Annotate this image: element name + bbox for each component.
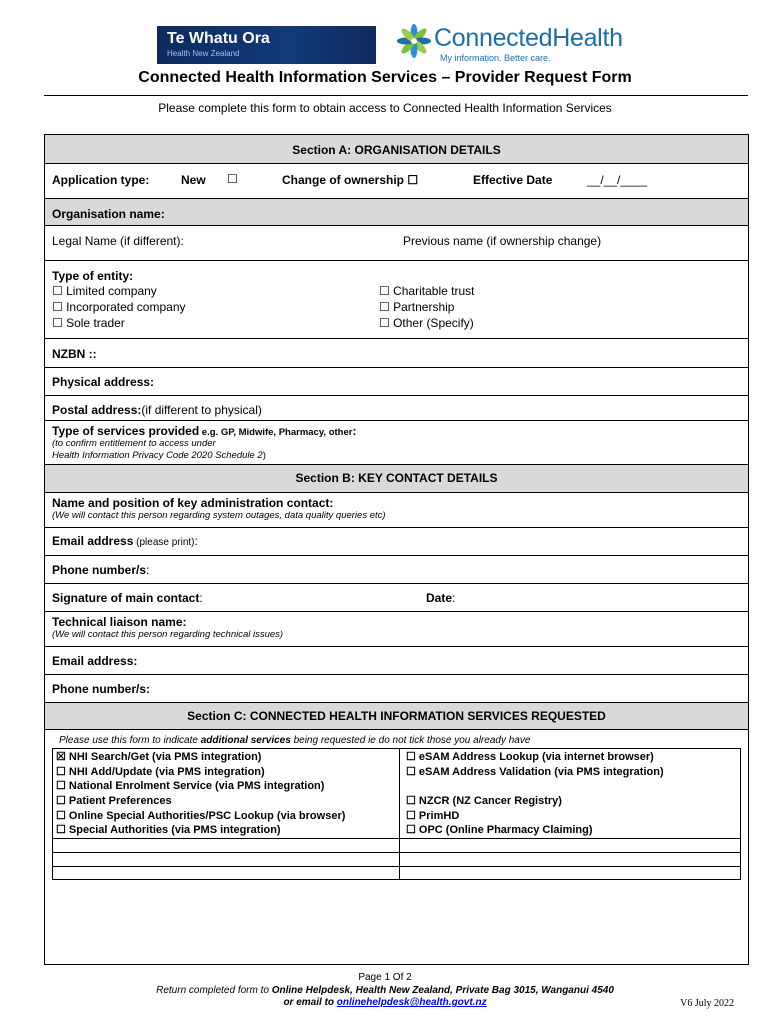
services-type-label: Type of services provided e.g. GP, Midwife, Pharmacy, other: xyxy=(52,424,357,438)
application-type-label: Application type: xyxy=(52,173,150,187)
service-opc[interactable]: ☐ OPC (Online Pharmacy Claiming) xyxy=(406,824,593,836)
new-checkbox[interactable]: ☐ xyxy=(227,172,238,186)
section-a-title: Section A: ORGANISATION DETAILS xyxy=(292,143,501,157)
tech-email-row[interactable] xyxy=(45,646,748,675)
service-esam-lookup[interactable]: ☐ eSAM Address Lookup (via internet browser) xyxy=(406,751,654,763)
key-contact-note: (We will contact this person regarding system outages, data quality queries etc) xyxy=(52,510,386,521)
key-contact-label: Name and position of key administration contact: xyxy=(52,496,334,510)
physical-address-label: Physical address: xyxy=(52,375,155,389)
services-note-line1: (to confirm entitlement to access under xyxy=(52,438,216,449)
postal-address-row[interactable] xyxy=(45,395,748,421)
effective-date-label: Effective Date xyxy=(473,173,553,187)
service-primhd[interactable]: ☐ PrimHD xyxy=(406,810,460,822)
section-c-header xyxy=(45,702,748,730)
version-label: V6 July 2022 xyxy=(680,998,734,1009)
footer-email-line: or email to onlinehelpdesk@health.govt.nz xyxy=(283,997,487,1008)
date-label: Date: xyxy=(426,591,456,605)
organisation-name-label: Organisation name: xyxy=(52,207,165,221)
entity-charitable-trust[interactable]: ☐ Charitable trust xyxy=(379,284,475,298)
form-title: Connected Health Information Services – Provider Request Form xyxy=(138,69,632,86)
footer-return-line: Return completed form to Online Helpdesk, Health New Zealand, Private Bag 3015, Wanganui 4540 xyxy=(156,985,614,996)
logo-left-sub: Health New Zealand xyxy=(167,49,240,58)
organisation-name-row[interactable] xyxy=(45,198,748,226)
section-c-instructions: Please use this form to indicate additional services being requested ie do not tick those you already have xyxy=(59,735,531,746)
postal-address-label: Postal address:(if different to physical) xyxy=(52,403,262,417)
section-b-header xyxy=(45,464,748,493)
services-table-rule-1 xyxy=(53,838,740,839)
connected-health-logo xyxy=(396,22,636,66)
service-nhi-add-update[interactable]: ☐ NHI Add/Update (via PMS integration) xyxy=(56,766,265,778)
title-divider xyxy=(44,95,748,96)
signature-row[interactable] xyxy=(45,583,748,612)
phone-row[interactable] xyxy=(45,555,748,584)
effective-date-field[interactable]: __/__/____ xyxy=(587,173,648,187)
tech-liaison-note: (We will contact this person regarding technical issues) xyxy=(52,629,284,640)
entity-type-label: Type of entity: xyxy=(52,269,134,283)
entity-incorporated-company[interactable]: ☐ Incorporated company xyxy=(52,300,186,314)
email-label: Email address (please print): xyxy=(52,534,198,548)
services-type-row[interactable] xyxy=(45,420,748,465)
tech-phone-label: Phone number/s: xyxy=(52,682,151,696)
tech-email-label: Email address: xyxy=(52,654,138,668)
service-nhi-search-get[interactable]: ☒ NHI Search/Get (via PMS integration) xyxy=(56,751,262,763)
service-patient-preferences[interactable]: ☐ Patient Preferences xyxy=(56,795,172,807)
entity-other[interactable]: ☐ Other (Specify) xyxy=(379,316,474,330)
physical-address-row[interactable] xyxy=(45,367,748,396)
section-c-title: Section C: CONNECTED HEALTH INFORMATION SERVICES REQUESTED xyxy=(187,709,606,723)
section-b-title: Section B: KEY CONTACT DETAILS xyxy=(295,471,498,485)
services-table-divider xyxy=(399,749,400,879)
email-row[interactable] xyxy=(45,527,748,556)
te-whatu-ora-logo xyxy=(157,26,376,64)
entity-partnership[interactable]: ☐ Partnership xyxy=(379,300,455,314)
entity-limited-company[interactable]: ☐ Limited company xyxy=(52,284,157,298)
services-note-line2: Health Information Privacy Code 2020 Schedule 2) xyxy=(52,450,266,461)
change-ownership-checkbox[interactable]: Change of ownership ☐ xyxy=(282,173,419,187)
nzbn-label: NZBN :: xyxy=(52,347,97,361)
tech-liaison-row[interactable] xyxy=(45,611,748,647)
new-label: New xyxy=(181,173,206,187)
tech-phone-row[interactable] xyxy=(45,674,748,703)
section-c-body xyxy=(45,729,748,965)
logo-right-name: ConnectedHealth xyxy=(434,24,623,52)
nzbn-row[interactable] xyxy=(45,338,748,368)
logo-left-name: Te Whatu Ora xyxy=(167,30,270,47)
services-table-rule-3 xyxy=(53,866,740,867)
entity-sole-trader[interactable]: ☐ Sole trader xyxy=(52,316,125,330)
key-contact-row[interactable] xyxy=(45,492,748,528)
service-online-special-authorities[interactable]: ☐ Online Special Authorities/PSC Lookup (via browser) xyxy=(56,810,346,822)
service-special-authorities[interactable]: ☐ Special Authorities (via PMS integration) xyxy=(56,824,281,836)
helpdesk-email-link[interactable]: onlinehelpdesk@health.govt.nz xyxy=(336,997,487,1008)
services-table xyxy=(52,748,741,880)
section-a-header xyxy=(45,135,748,163)
flower-icon xyxy=(396,22,432,60)
legal-name-label: Legal Name (if different): xyxy=(52,234,184,248)
previous-name-label: Previous name (if ownership change) xyxy=(403,234,602,248)
page-number: Page 1 Of 2 xyxy=(358,972,412,983)
entity-type-row xyxy=(45,260,748,339)
signature-label: Signature of main contact: xyxy=(52,591,203,605)
service-national-enrolment[interactable]: ☐ National Enrolment Service (via PMS integration) xyxy=(56,780,325,792)
form-frame xyxy=(44,134,749,965)
services-table-rule-2 xyxy=(53,852,740,853)
logo-right-tagline: My information. Better care. xyxy=(440,53,551,63)
tech-liaison-label: Technical liaison name: xyxy=(52,615,187,629)
form-subtitle: Please complete this form to obtain access to Connected Health Information Services xyxy=(158,101,612,115)
service-esam-validation[interactable]: ☐ eSAM Address Validation (via PMS integration) xyxy=(406,766,664,778)
legal-name-row[interactable] xyxy=(45,225,748,261)
phone-label: Phone number/s: xyxy=(52,563,150,577)
service-nzcr[interactable]: ☐ NZCR (NZ Cancer Registry) xyxy=(406,795,562,807)
